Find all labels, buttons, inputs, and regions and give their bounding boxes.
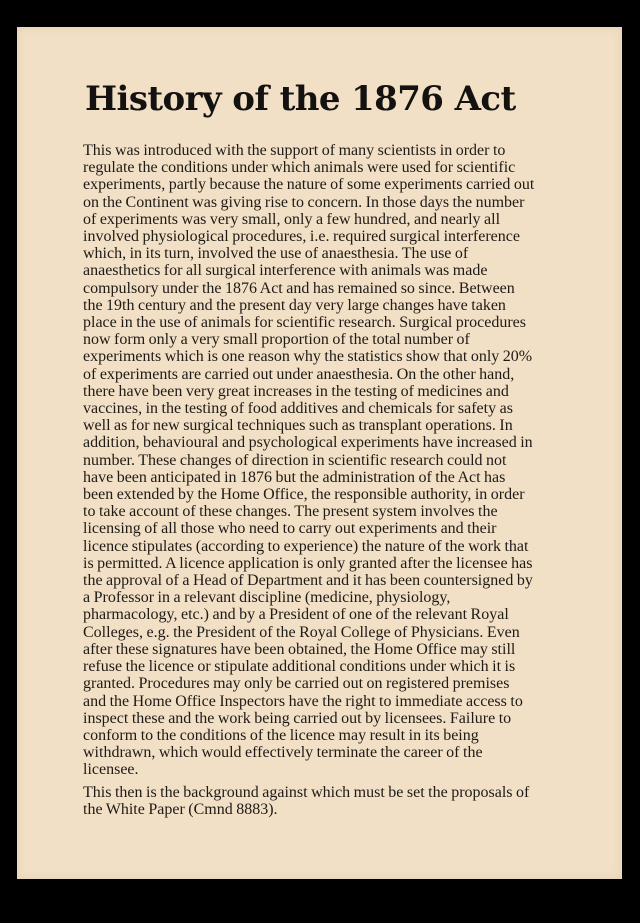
document-body bbox=[83, 142, 535, 818]
body-paragraph-1: This was introduced with the support of many scientists in order to regulate the conditions under which animals were used for scientific experiments, partly because the nature of some experiments carried out on the Continent was giving rise to concern. In those days the number of experiments was very small, only a few hundred, and nearly all involved physiological procedures, i.e. required surgical interference which, in its turn, involved the use of anaesthesia. The use of anaesthetics for all surgical interference with animals was made compulsory under the 1876 Act and has remained so since. Between the 19th century and the present day very large changes have taken place in the use of animals for scientific research. Surgical procedures now form only a very small proportion of the total number of experiments which is one reason why the statistics show that only 20% of experiments are carried out under anaesthesia. On the other hand, there have been very great increases in the testing of medicines and vaccines, in the testing of food additives and chemicals for safety as well as for new surgical techniques such as transplant operations. In addition, behavioural and psychological experiments have increased in number. These changes of direction in scientific research could not have been anticipated in 1876 but the administration of the Act has been extended by the Home Office, the responsible authority, in order to take account of these changes. The present system involves the licensing of all those who need to carry out experiments and their licence stipulates (according to experience) the nature of the work that is permitted. A licence application is only granted after the licensee has the approval of a Head of Department and it has been countersigned by a Professor in a relevant discipline (medicine, physiology, pharmacology, etc.) and by a President of one of the relevant Royal Colleges, e.g. the President of the Royal College of Physicians. Even after these signatures have been obtained, the Home Office may still refuse the licence or stipulate additional conditions under which it is granted. Procedures may only be carried out on registered premises and the Home Office Inspectors have the right to immediate access to inspect these and the work being carried out by licensees. Failure to conform to the conditions of the licence may result in its being withdrawn, which would effectively terminate the career of the licensee. bbox=[83, 142, 535, 779]
page-title: History of the 1876 Act bbox=[85, 79, 516, 119]
document-page bbox=[17, 27, 622, 879]
body-paragraph-2: This then is the background against which must be set the proposals of the White Paper (Cmnd 8883). bbox=[83, 783, 530, 818]
